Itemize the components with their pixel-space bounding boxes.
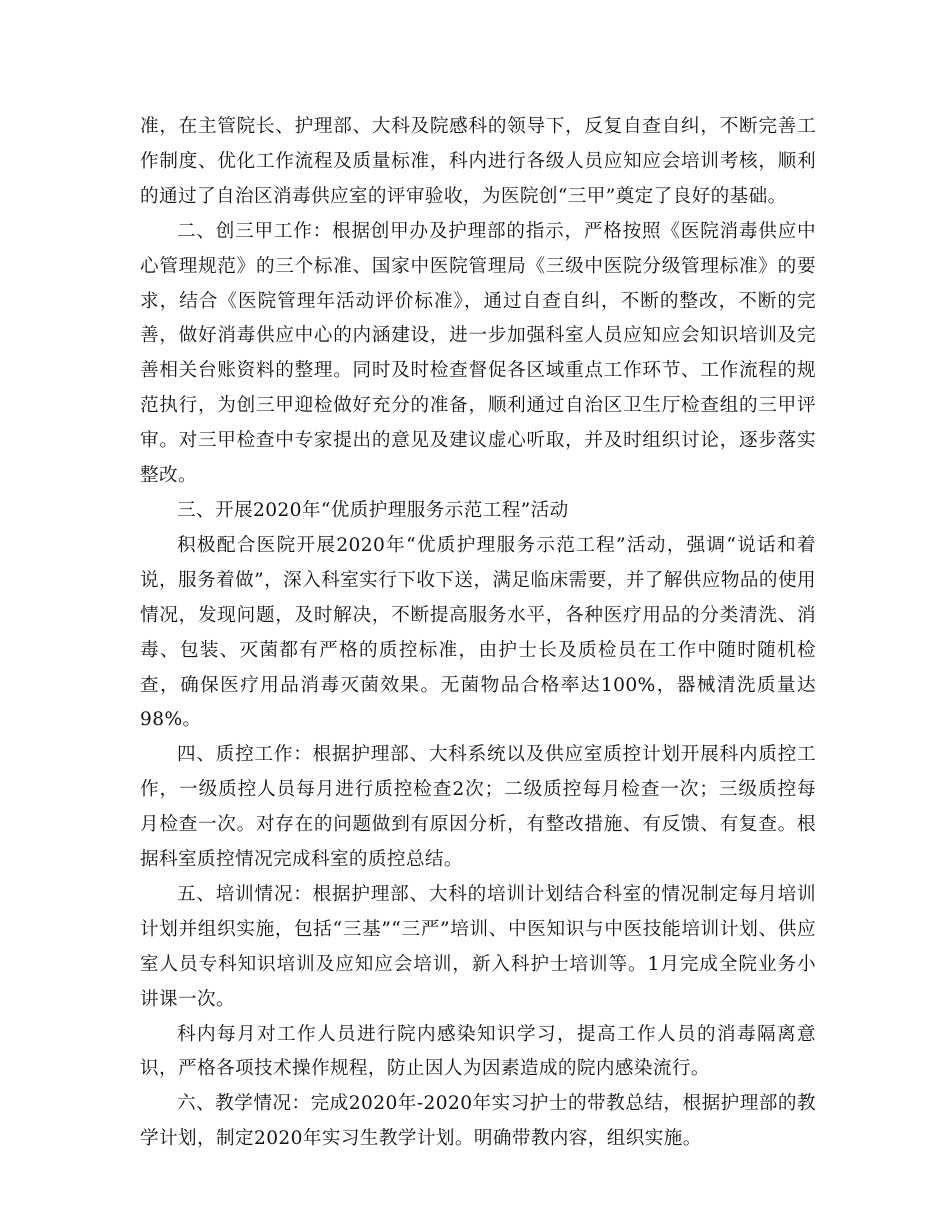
paragraph-section-3-heading: 三、开展2020年“优质护理服务示范工程”活动 xyxy=(177,499,569,521)
paragraph-section-2: 二、创三甲工作：根据创甲办及护理部的指示，严格按照《医院消毒供应中心管理规范》的三个标准、国家中医院管理局《三级中医院分级管理标准》的要求，结合《医院管理年活动评价标准》，通过自查自纠，不断的整改，不断的完善，做好消毒供应中心的内涵建设，进一步加强科室人员应知应会知识培训及完善相关台账资料的整理。同时及时检查督促各区域重点工作环节、工作流程的规范执行，为创三甲迎检做好充分的准备，顺利通过自治区卫生厅检查组的三甲评审。对三甲检查中专家提出的意见及建议虚心听取，并及时组织讨论，逐步落实整改。 xyxy=(140,220,816,487)
paragraph-section-6: 六、教学情况：完成2020年-2020年实习护士的带教总结，根据护理部的教学计划，制定2020年实习生教学计划。明确带教内容，组织实施。 xyxy=(140,1093,816,1150)
document-body xyxy=(140,110,816,1157)
paragraph-section-3-body: 积极配合医院开展2020年“优质护理服务示范工程”活动，强调“说话和着说，服务着做”，深入科室实行下收下送，满足临床需要，并了解供应物品的使用情况，发现问题，及时解决，不断提高服务水平，各种医疗用品的分类清洗、消毒、包装、灭菌都有严格的质控标准，由护士长及质检员在工作中随时随机检查，确保医疗用品消毒灭菌效果。无菌物品合格率达100%，器械清洗质量达98%。 xyxy=(140,534,816,731)
paragraph-infection-training: 科内每月对工作人员进行院内感染知识学习，提高工作人员的消毒隔离意识，严格各项技术操作规程，防止因人为因素造成的院内感染流行。 xyxy=(140,1023,816,1080)
paragraph-section-5: 五、培训情况：根据护理部、大科的培训计划结合科室的情况制定每月培训计划并组织实施，包括“三基”“三严”培训、中医知识与中医技能培训计划、供应室人员专科知识培训及应知应会培训，新入科护士培训等。1月完成全院业务小讲课一次。 xyxy=(140,883,816,1010)
paragraph-continuation: 准，在主管院长、护理部、大科及院感科的领导下，反复自查自纠，不断完善工作制度、优化工作流程及质量标准，科内进行各级人员应知应会培训考核，顺利的通过了自治区消毒供应室的评审验收，为医院创“三甲”奠定了良好的基础。 xyxy=(140,116,816,207)
paragraph-section-4: 四、质控工作：根据护理部、大科系统以及供应室质控计划开展科内质控工作，一级质控人员每月进行质控检查2次；二级质控每月检查一次；三级质控每月检查一次。对存在的问题做到有原因分析，有整改措施、有反馈、有复查。根据科室质控情况完成科室的质控总结。 xyxy=(140,744,816,871)
